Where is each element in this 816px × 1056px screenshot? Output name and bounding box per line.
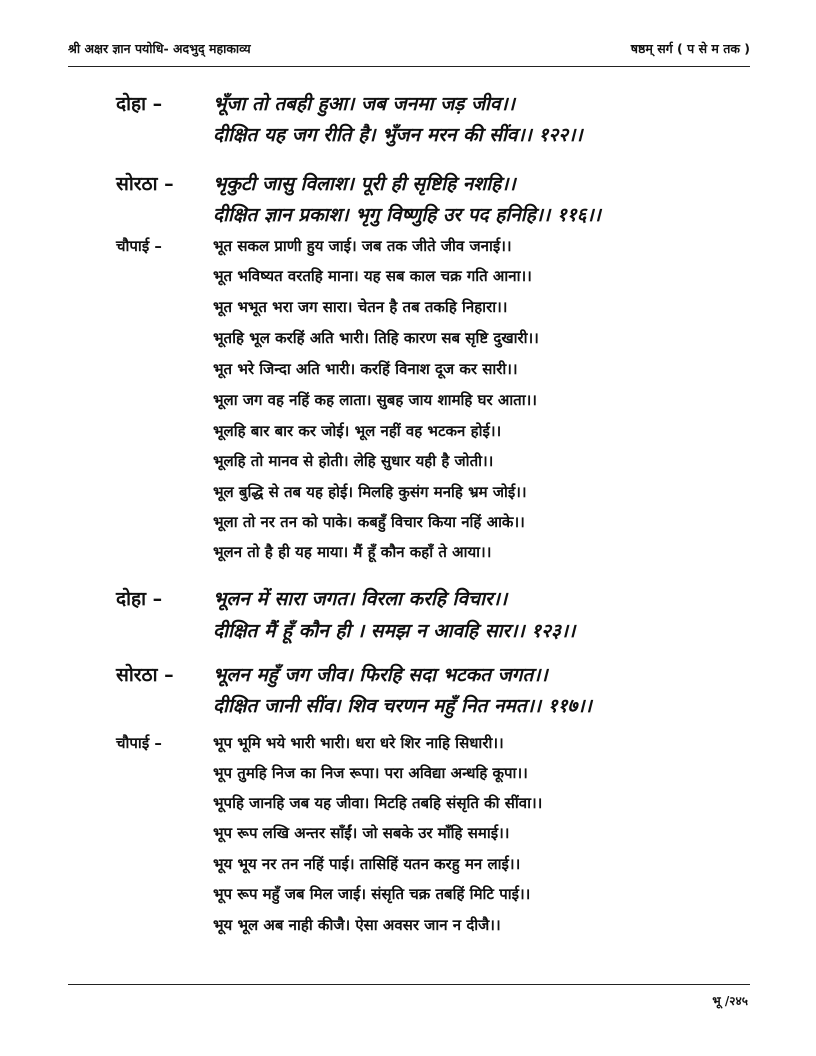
page-number: भू /२४५ bbox=[712, 994, 748, 1008]
verse-line: भूतहि भूल करहिं अति भारी। तिहि कारण सब सृष्टि दुखारी।। bbox=[213, 329, 539, 347]
verse-line: भूप रूप लखि अन्तर साँईं। जो सबके उर माँहि समाई।। bbox=[213, 824, 510, 842]
doha-label: दोहा – bbox=[116, 588, 163, 610]
verse-line: भृकुटी जासु विलाश। पूरी ही सृष्टिहि नशहि।। bbox=[213, 173, 516, 195]
verse-line: भूय भूय नर तन नहिं पाई। तासिहिं यतन करहु मन लाई।। bbox=[213, 855, 521, 873]
verse-line: भूत सकल प्राणी हुय जाई। जब तक जीते जीव जनाई।। bbox=[213, 237, 512, 255]
verse-line: भूलहि तो मानव से होती। लेहि सुधार यही है जोती।। bbox=[213, 452, 494, 470]
verse-line: भूँजा तो तबही हुआ। जब जनमा जड़ जीव।। bbox=[213, 93, 515, 115]
verse-line: भूत भभूत भरा जग सारा। चेतन है तब तकहि निहारा।। bbox=[213, 298, 508, 316]
verse-line: भूपहि जानहि जब यह जीवा। मिटहि तबहि संसृति की सींवा।। bbox=[213, 794, 543, 812]
verse-line: भूला जग वह नहिं कह लाता। सुबह जाय शामहि घर आता।। bbox=[213, 391, 537, 409]
verse-line: भूत भरे जिन्दा अति भारी। करहिं विनाश दूज कर सारी।। bbox=[213, 360, 518, 378]
soratha-label: सोरठा – bbox=[116, 173, 174, 195]
verse-line: भूल बुद्धि से तब यह होई। मिलहि कुसंग मनहि भ्रम जोई।। bbox=[213, 483, 527, 501]
verse-line: दीक्षित ज्ञान प्रकाश। भृगु विष्णुहि उर पद हनिहि।। ११६।। bbox=[213, 204, 601, 226]
chaupai-label: चौपाई – bbox=[116, 734, 162, 752]
verse-line: भूय भूल अब नाही कीजै। ऐसा अवसर जान न दीजै।। bbox=[213, 916, 501, 934]
verse-line: दीक्षित मैं हूँ कौन ही । समझ न आवहि सार।। १२३।। bbox=[213, 620, 576, 642]
verse-line: भूत भविष्यत वरतहि माना। यह सब काल चक्र गति आना।। bbox=[213, 267, 532, 285]
verse-line: दीक्षित जानी सींव। शिव चरणन महुँ नित नमत।। ११७।। bbox=[213, 695, 592, 717]
book-title: श्री अक्षर ज्ञान पयोधि- अदभुद् महाकाव्य bbox=[68, 41, 251, 56]
verse-line: भूप भूमि भये भारी भारी। धरा धरे शिर नाहि सिधारी।। bbox=[213, 734, 504, 752]
footer-divider bbox=[68, 984, 750, 985]
verse-line: भूलन में सारा जगत। विरला करहि विचार।। bbox=[213, 588, 508, 610]
verse-line: भूलहि बार बार कर जोई। भूल नहीं वह भटकन होई।। bbox=[213, 422, 502, 440]
verse-line: भूप रूप महुँ जब मिल जाई। संसृति चक्र तबहिं मिटि पाई।। bbox=[213, 885, 531, 903]
doha-label: दोहा – bbox=[116, 93, 163, 115]
verse-line: भूलन महुँ जग जीव। फिरहि सदा भटकत जगत।। bbox=[213, 664, 548, 686]
verse-line: भूला तो नर तन को पाके। कबहुँ विचार किया नहिं आके।। bbox=[213, 513, 525, 531]
verse-line: दीक्षित यह जग रीति है। भुँजन मरन की सींव।। १२२।। bbox=[213, 124, 583, 146]
chaupai-label: चौपाई – bbox=[116, 237, 162, 255]
verse-line: भूलन तो है ही यह माया। मैं हूँ कौन कहाँ ते आया।। bbox=[213, 543, 492, 561]
soratha-label: सोरठा – bbox=[116, 664, 174, 686]
chapter-title: षष्ठम् सर्ग ( प से म तक ) bbox=[630, 41, 750, 56]
verse-line: भूप तुमहि निज का निज रूपा। परा अविद्या अन्धहि कूपा।। bbox=[213, 764, 528, 782]
